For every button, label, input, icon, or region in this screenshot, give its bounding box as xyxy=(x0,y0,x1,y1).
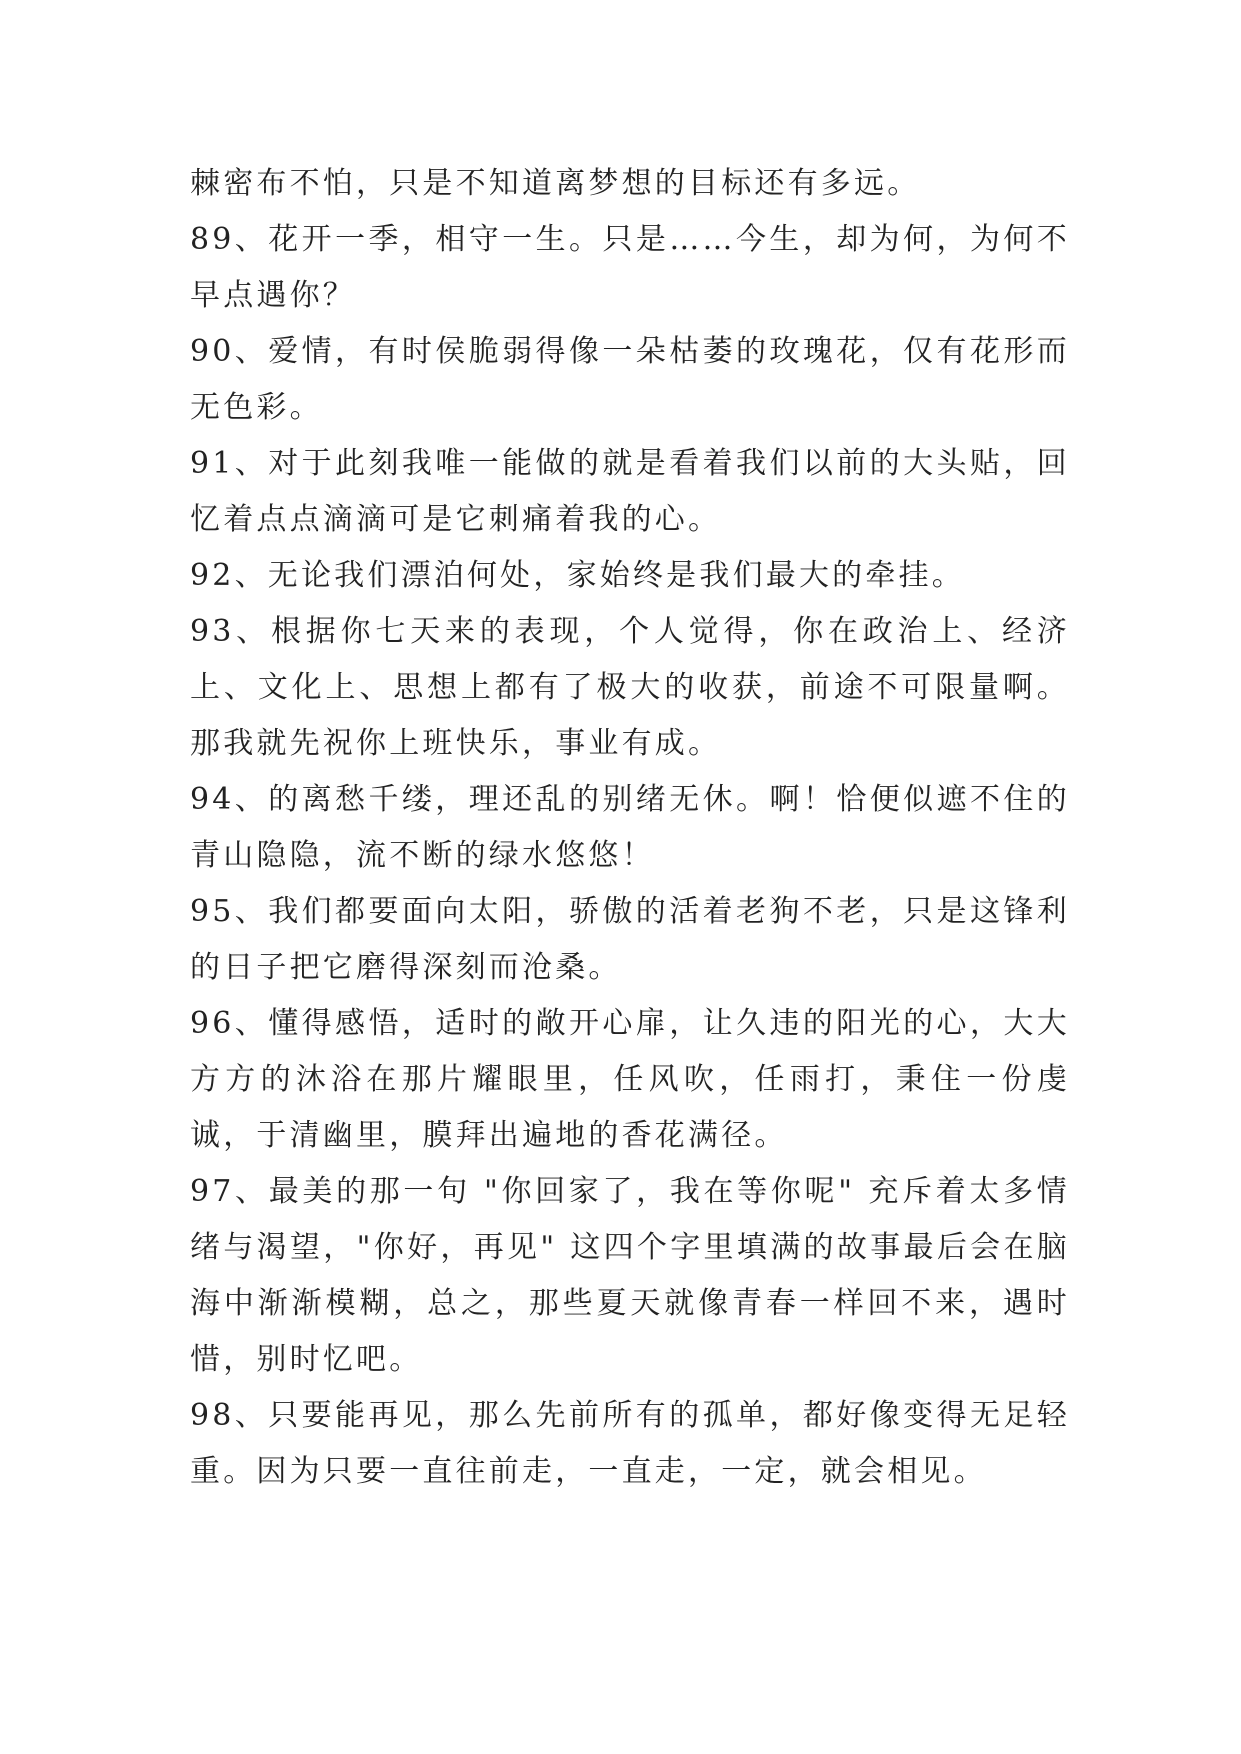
paragraph-item-92: 92、无论我们漂泊何处，家始终是我们最大的牵挂。 xyxy=(190,558,965,593)
paragraph-item-97: 97、最美的那一句 "你回家了，我在等你呢" 充斥着太多情绪与渴望，"你好，再见" 这四个字里填满的故事最后会在脑海中渐渐模糊，总之，那些夏天就像青春一样回不来，遇时惜，别时忆吧。 xyxy=(190,1174,1070,1377)
paragraph-item-96: 96、懂得感悟，适时的敞开心扉，让久违的阳光的心，大大方方的沐浴在那片耀眼里，任风吹，任雨打，秉住一份虔诚，于清幽里，膜拜出遍地的香花满径。 xyxy=(190,1006,1070,1153)
paragraph-item-91: 91、对于此刻我唯一能做的就是看着我们以前的大头贴，回忆着点点滴滴可是它刺痛着我的心。 xyxy=(190,446,1070,537)
paragraph-item-94: 94、的离愁千缕，理还乱的别绪无休。啊！恰便似遮不住的青山隐隐，流不断的绿水悠悠！ xyxy=(190,782,1070,873)
paragraph-item-89: 89、花开一季，相守一生。只是……今生，却为何，为何不早点遇你？ xyxy=(190,222,1070,313)
paragraph-item-95: 95、我们都要面向太阳，骄傲的活着老狗不老，只是这锋利的日子把它磨得深刻而沧桑。 xyxy=(190,894,1070,985)
paragraph-continuation: 棘密布不怕，只是不知道离梦想的目标还有多远。 xyxy=(190,166,921,201)
paragraph-item-93: 93、根据你七天来的表现，个人觉得，你在政治上、经济上、文化上、思想上都有了极大的收获，前途不可限量啊。那我就先祝你上班快乐，事业有成。 xyxy=(190,614,1070,761)
paragraph-item-90: 90、爱情，有时侯脆弱得像一朵枯萎的玫瑰花，仅有花形而无色彩。 xyxy=(190,334,1070,425)
paragraph-item-98: 98、只要能再见，那么先前所有的孤单，都好像变得无足轻重。因为只要一直往前走，一直走，一定，就会相见。 xyxy=(190,1398,1070,1489)
document-body xyxy=(190,156,1070,1500)
